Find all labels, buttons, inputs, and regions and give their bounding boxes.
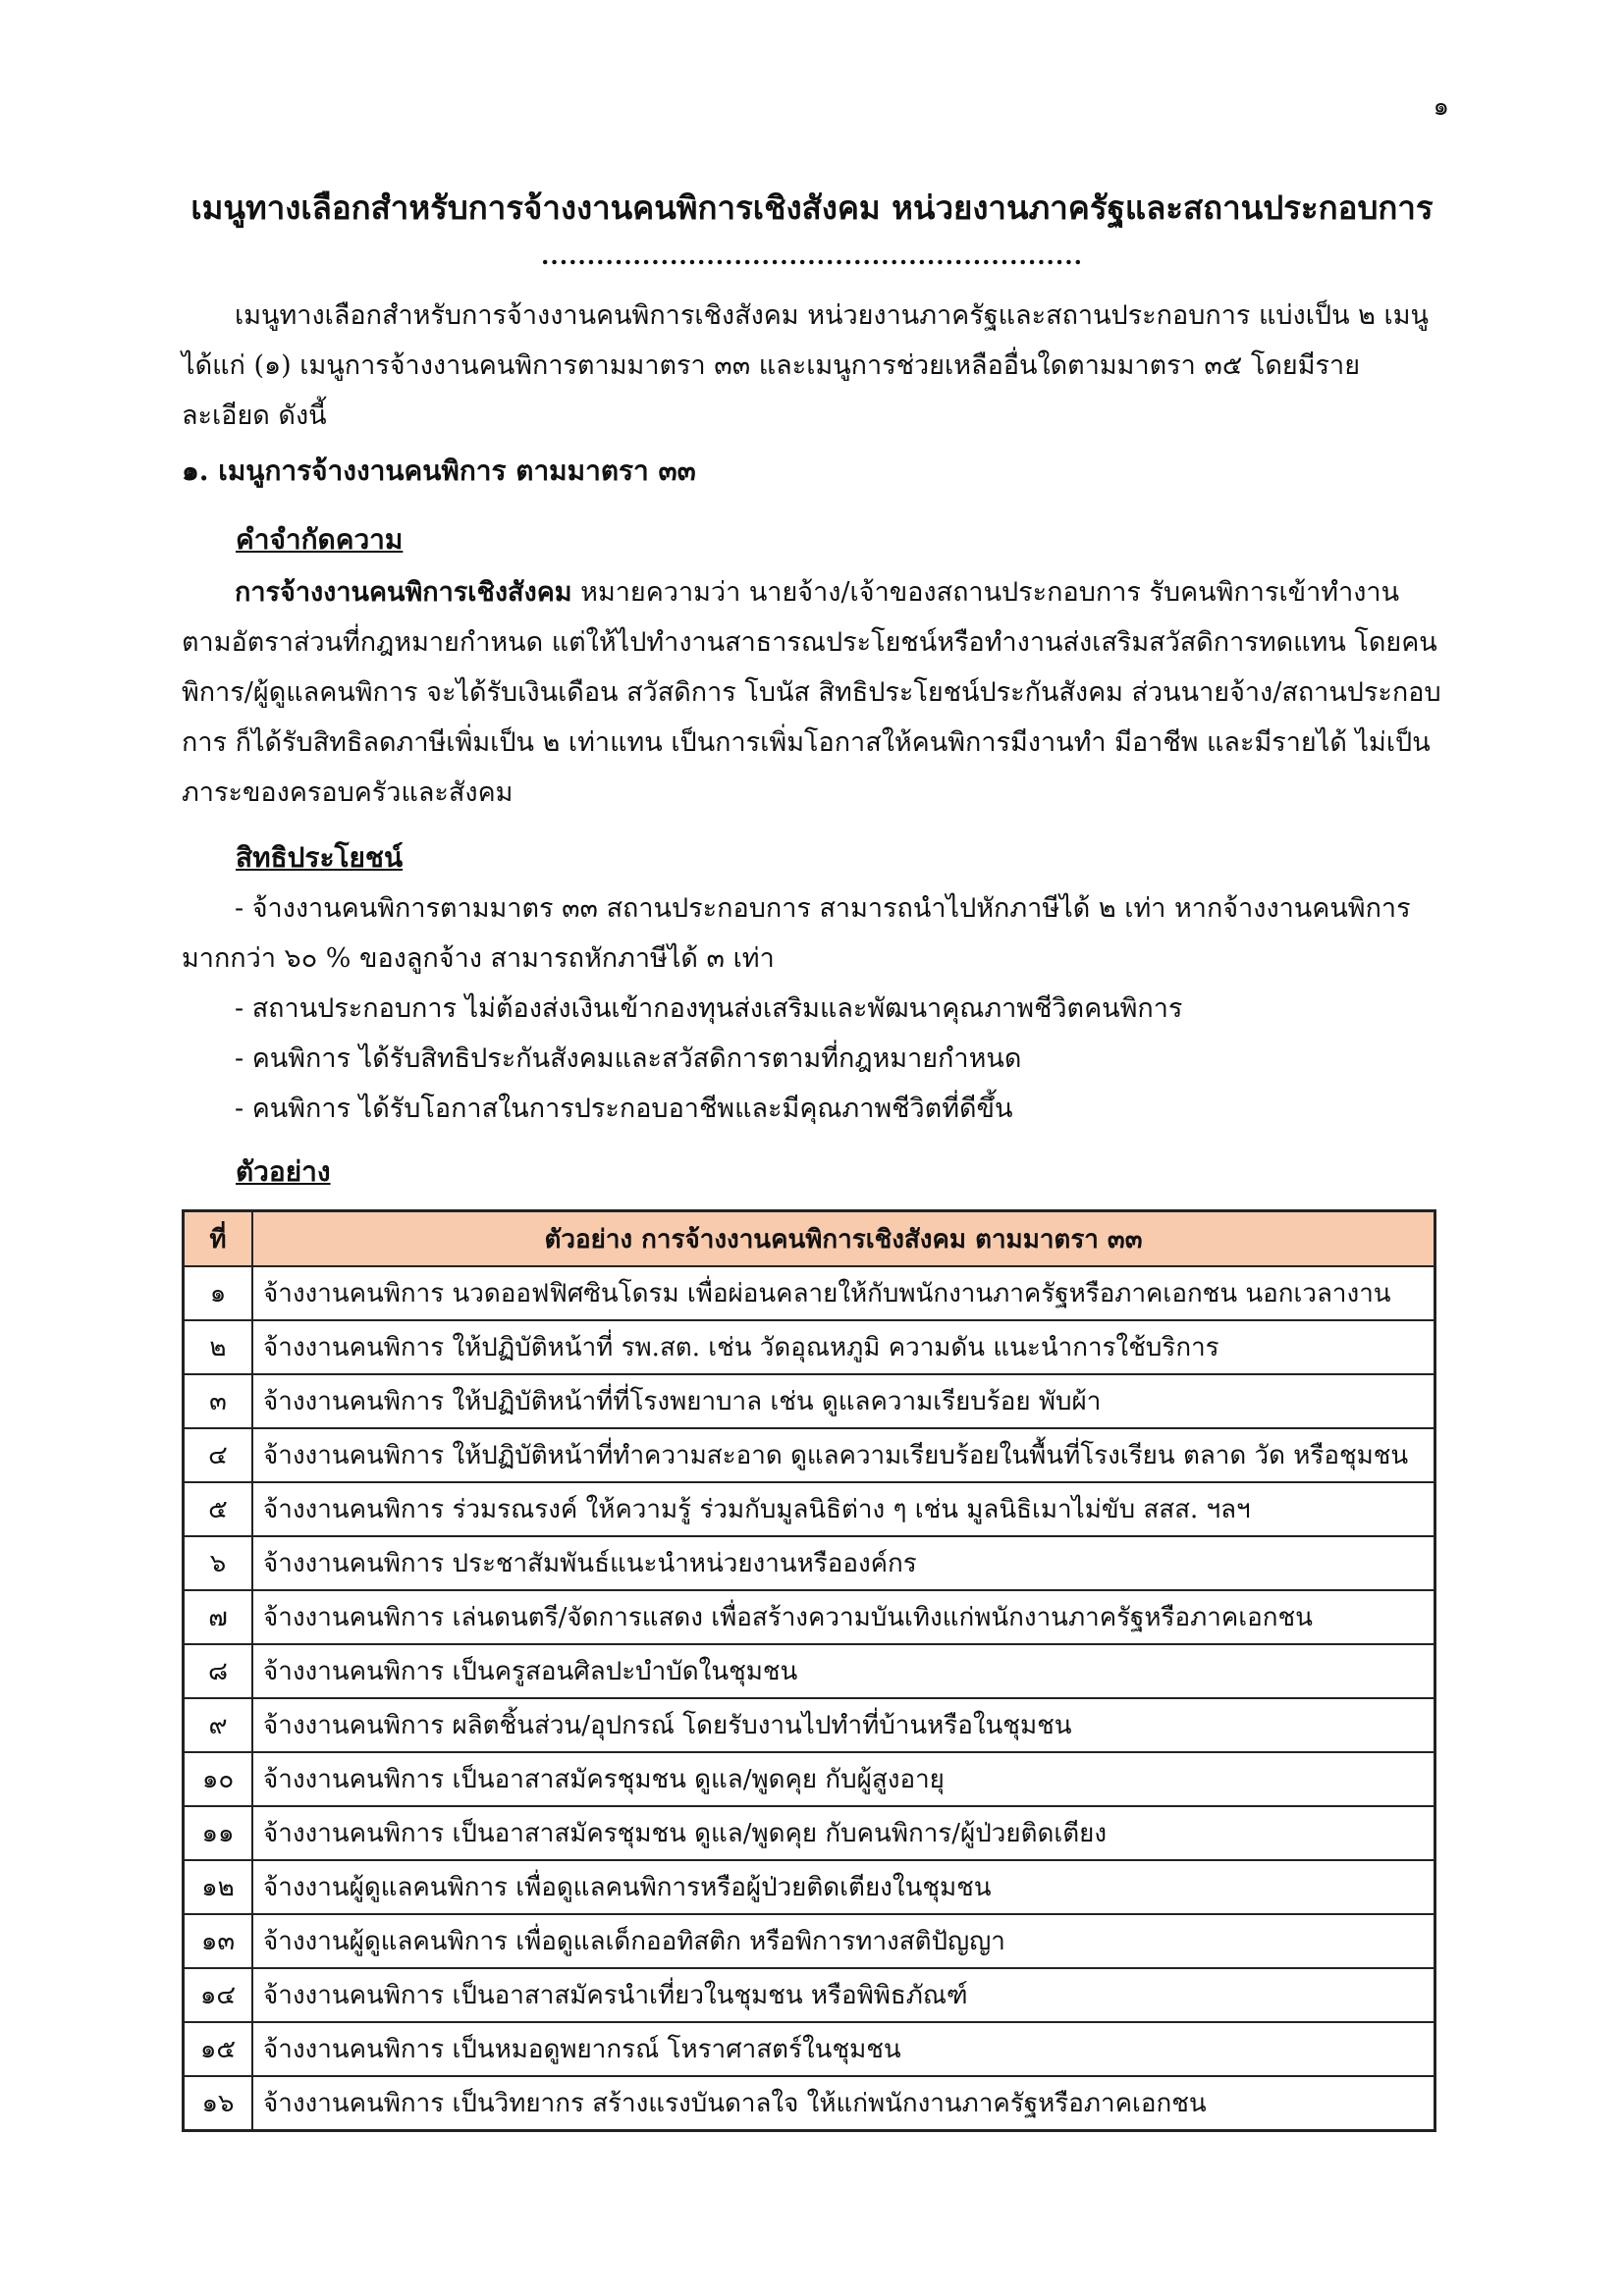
row-description: จ้างงานคนพิการ เล่นดนตรี/จัดการแสดง เพื่อสร้างความบันเทิงแก่พนักงานภาครัฐหรือภาคเอกชน <box>252 1590 1435 1644</box>
table-row <box>184 1914 1435 1968</box>
example-heading: ตัวอย่าง <box>236 1155 331 1188</box>
row-number: ๓ <box>184 1374 253 1428</box>
table-row <box>184 1860 1435 1914</box>
page-number: ๑ <box>1433 92 1449 122</box>
row-description: จ้างงานคนพิการ เป็นอาสาสมัครนำเที่ยวในชุมชน หรือพิพิธภัณฑ์ <box>252 1968 1435 2022</box>
row-number: ๔ <box>184 1428 253 1482</box>
definition-text: หมายความว่า นายจ้าง/เจ้าของสถานประกอบการ รับคนพิการเข้าทำงานตามอัตราส่วนที่กฎหมายกำหนด แต่ให้ไปทำงานสาธารณประโยชน์หรือทำงานส่งเสริมสวัสดิการทดแทน โดยคนพิการ/ผู้ดูแลคนพิการ จะได้รับเงินเดือน สวัสดิการ โบนัส สิทธิประโยชน์ประกันสังคม ส่วนนายจ้าง/สถานประกอบการ ก็ได้รับสิทธิลดภาษีเพิ่มเป็น ๒ เท่าแทน เป็นการเพิ่มโอกาสให้คนพิการมีงานทำ มีอาชีพ และมีรายได้ ไม่เป็นภาระของครอบครัวและสังคม <box>182 577 1441 808</box>
document-title: เมนูทางเลือกสำหรับการจ้างงานคนพิการเชิงสังคม หน่วยงานภาครัฐและสถานประกอบการ <box>190 188 1434 227</box>
row-description: จ้างงานผู้ดูแลคนพิการ เพื่อดูแลคนพิการหรือผู้ป่วยติดเตียงในชุมชน <box>252 1860 1435 1914</box>
row-number: ๘ <box>184 1644 253 1698</box>
row-description: จ้างงานคนพิการ นวดออฟฟิศซินโดรม เพื่อผ่อนคลายให้กับพนักงานภาครัฐหรือภาคเอกชน นอกเวลางาน <box>252 1266 1435 1320</box>
row-description: จ้างงานคนพิการ เป็นอาสาสมัครชุมชน ดูแล/พูดคุย กับผู้สูงอายุ <box>252 1752 1435 1806</box>
row-number: ๑๓ <box>184 1914 253 1968</box>
row-number: ๑๔ <box>184 1968 253 2022</box>
section-1-heading: ๑. เมนูการจ้างงานคนพิการ ตามมาตรา ๓๓ <box>182 454 696 487</box>
row-description: จ้างงานผู้ดูแลคนพิการ เพื่อดูแลเด็กออทิสติก หรือพิการทางสติปัญญา <box>252 1914 1435 1968</box>
benefit-item: - คนพิการ ได้รับโอกาสในการประกอบอาชีพและมีคุณภาพชีวิตที่ดีขึ้น <box>235 1094 1013 1124</box>
row-description: จ้างงานคนพิการ ให้ปฏิบัติหน้าที่ รพ.สต. เช่น วัดอุณหภูมิ ความดัน แนะนำการใช้บริการ <box>252 1320 1435 1374</box>
table-row <box>184 1698 1435 1752</box>
row-number: ๑ <box>184 1266 253 1320</box>
row-description: จ้างงานคนพิการ ผลิตชิ้นส่วน/อุปกรณ์ โดยรับงานไปทำที่บ้านหรือในชุมชน <box>252 1698 1435 1752</box>
row-description: จ้างงานคนพิการ ประชาสัมพันธ์แนะนำหน่วยงานหรือองค์กร <box>252 1536 1435 1590</box>
benefit-list <box>182 883 1442 1134</box>
row-number: ๑๕ <box>184 2022 253 2076</box>
column-header-number: ที่ <box>184 1211 253 1267</box>
row-number: ๙ <box>184 1698 253 1752</box>
row-number: ๑๖ <box>184 2076 253 2131</box>
definition-term: การจ้างงานคนพิการเชิงสังคม <box>235 577 572 608</box>
table-row <box>184 1374 1435 1428</box>
table-row <box>184 1806 1435 1860</box>
table-row <box>184 2022 1435 2076</box>
row-number: ๑๐ <box>184 1752 253 1806</box>
table-row <box>184 1428 1435 1482</box>
row-number: ๑๑ <box>184 1806 253 1860</box>
column-header-example: ตัวอย่าง การจ้างงานคนพิการเชิงสังคม ตามมาตรา ๓๓ <box>252 1211 1435 1267</box>
table-row <box>184 1536 1435 1590</box>
examples-table <box>182 1209 1436 2132</box>
table-row <box>184 2076 1435 2131</box>
definition-paragraph <box>182 567 1442 818</box>
table-body <box>184 1266 1435 2131</box>
table-row <box>184 1590 1435 1644</box>
row-number: ๕ <box>184 1482 253 1536</box>
row-number: ๖ <box>184 1536 253 1590</box>
table-row <box>184 1320 1435 1374</box>
row-description: จ้างงานคนพิการ เป็นอาสาสมัครชุมชน ดูแล/พูดคุย กับคนพิการ/ผู้ป่วยติดเตียง <box>252 1806 1435 1860</box>
table-row <box>184 1752 1435 1806</box>
table-row <box>184 1644 1435 1698</box>
row-number: ๑๒ <box>184 1860 253 1914</box>
table-row <box>184 1968 1435 2022</box>
row-description: จ้างงานคนพิการ ให้ปฏิบัติหน้าที่ทำความสะอาด ดูแลความเรียบร้อยในพื้นที่โรงเรียน ตลาด วัด หรือชุมชน <box>252 1428 1435 1482</box>
row-description: จ้างงานคนพิการ ให้ปฏิบัติหน้าที่ที่โรงพยาบาล เช่น ดูแลความเรียบร้อย พับผ้า <box>252 1374 1435 1428</box>
table-row <box>184 1266 1435 1320</box>
row-number: ๒ <box>184 1320 253 1374</box>
benefit-heading: สิทธิประโยชน์ <box>236 841 404 874</box>
row-description: จ้างงานคนพิการ เป็นครูสอนศิลปะบำบัดในชุมชน <box>252 1644 1435 1698</box>
definition-heading: คำจำกัดความ <box>236 523 404 556</box>
benefit-item: - จ้างงานคนพิการตามมาตร ๓๓ สถานประกอบการ สามารถนำไปหักภาษีได้ ๒ เท่า หากจ้างงานคนพิการมากกว่า ๖๐ % ของลูกจ้าง สามารถหักภาษีได้ ๓ เท่า <box>182 893 1411 974</box>
row-number: ๗ <box>184 1590 253 1644</box>
title-divider-dots: ........................................................... <box>541 241 1083 270</box>
row-description: จ้างงานคนพิการ ร่วมรณรงค์ ให้ความรู้ ร่วมกับมูลนิธิต่าง ๆ เช่น มูลนิธิเมาไม่ขับ สสส. ฯลฯ <box>252 1482 1435 1536</box>
benefit-item: - สถานประกอบการ ไม่ต้องส่งเงินเข้ากองทุนส่งเสริมและพัฒนาคุณภาพชีวิตคนพิการ <box>235 993 1183 1024</box>
table-row <box>184 1482 1435 1536</box>
row-description: จ้างงานคนพิการ เป็นหมอดูพยากรณ์ โหราศาสตร์ในชุมชน <box>252 2022 1435 2076</box>
row-description: จ้างงานคนพิการ เป็นวิทยากร สร้างแรงบันดาลใจ ให้แก่พนักงานภาครัฐหรือภาคเอกชน <box>252 2076 1435 2131</box>
benefit-item: - คนพิการ ได้รับสิทธิประกันสังคมและสวัสดิการตามที่กฎหมายกำหนด <box>235 1043 1022 1074</box>
table-header-row <box>184 1211 1435 1267</box>
intro-paragraph: เมนูทางเลือกสำหรับการจ้างงานคนพิการเชิงสังคม หน่วยงานภาครัฐและสถานประกอบการ แบ่งเป็น ๒ เมนู ได้แก่ (๑) เมนูการจ้างงานคนพิการตามมาตรา ๓๓ และเมนูการช่วยเหลืออื่นใดตามมาตรา ๓๕ โดยมีรายละเอียด ดังนี้ <box>182 300 1429 431</box>
